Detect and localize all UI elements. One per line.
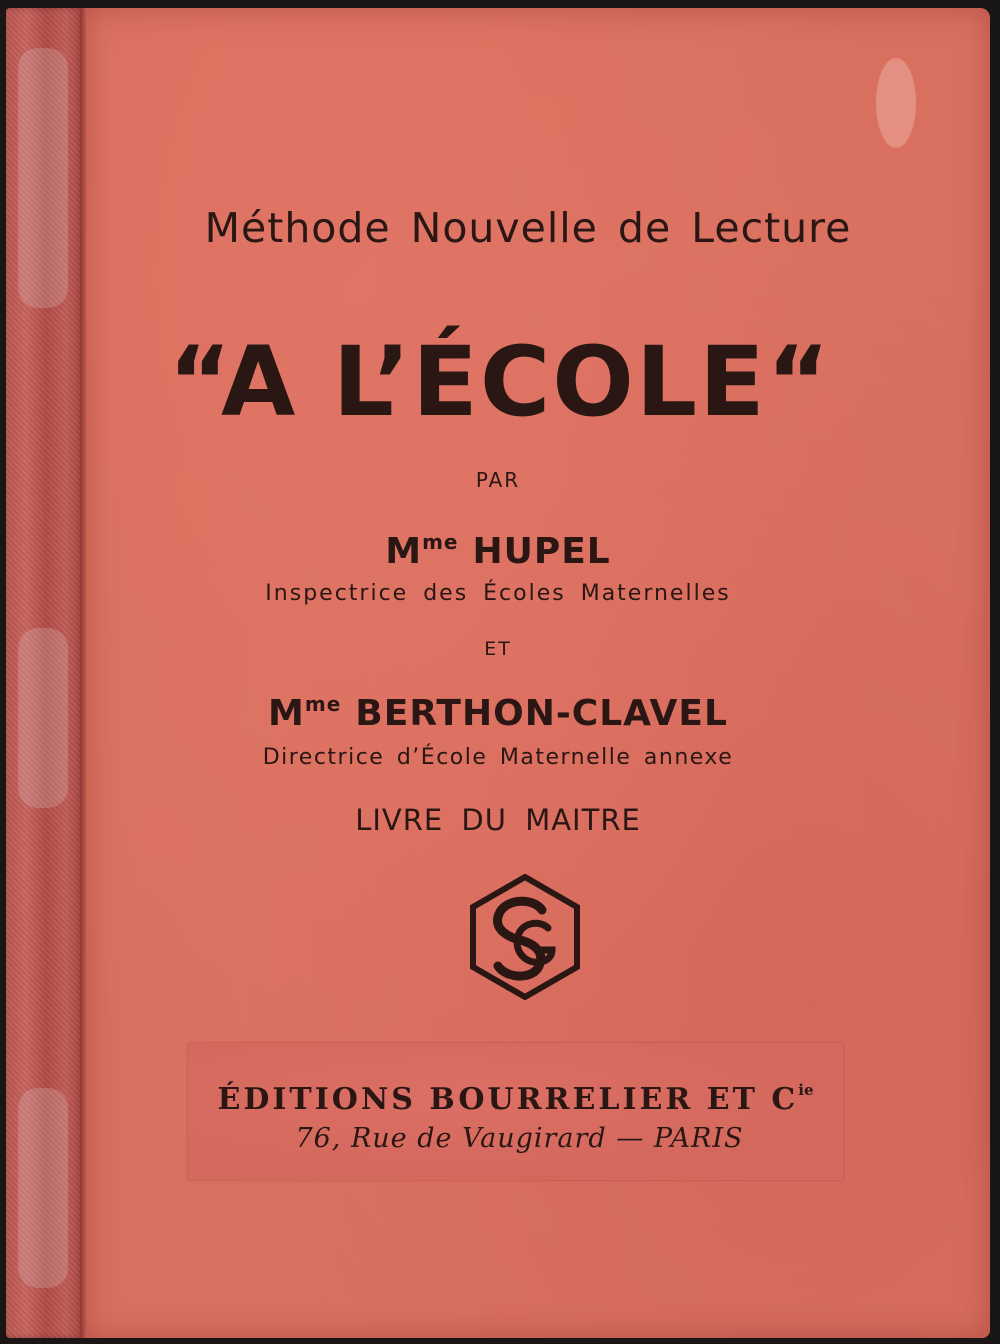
author-2-prefix: M bbox=[268, 693, 305, 734]
publisher-monogram-icon bbox=[468, 874, 582, 1000]
publisher-label bbox=[188, 1043, 843, 1180]
author-1-role: Inspectrice des Écoles Maternelles bbox=[265, 581, 731, 606]
book-spine bbox=[6, 8, 86, 1338]
cover-title: “A L’ÉCOLE“ bbox=[168, 326, 832, 438]
author-2-role: Directrice d’École Maternelle annexe bbox=[262, 745, 734, 770]
publisher-name bbox=[188, 1081, 843, 1117]
author-1-prefix-sup: me bbox=[422, 530, 459, 554]
author-1-prefix: M bbox=[385, 531, 423, 572]
cover-stain bbox=[876, 58, 916, 148]
publisher-name-text: ÉDITIONS BOURRELIER ET C bbox=[217, 1082, 799, 1117]
spine-wear bbox=[18, 1088, 68, 1288]
par-label: PAR bbox=[475, 468, 521, 492]
author-2-prefix-sup: me bbox=[304, 692, 342, 716]
et-label: ET bbox=[484, 638, 512, 660]
spine-wear bbox=[18, 48, 68, 308]
author-2-name: BERTHON-CLAVEL bbox=[355, 693, 728, 734]
author-1-name: HUPEL bbox=[472, 531, 611, 572]
publisher-name-sup: ie bbox=[798, 1081, 814, 1099]
book-cover bbox=[6, 8, 990, 1338]
author-2 bbox=[46, 692, 950, 734]
cover-subtitle: Méthode Nouvelle de Lecture bbox=[204, 204, 852, 252]
author-1 bbox=[46, 530, 950, 572]
publisher-address: 76, Rue de Vaugirard — PARIS bbox=[295, 1123, 744, 1154]
edition-label: LIVRE DU MAITRE bbox=[355, 803, 641, 837]
